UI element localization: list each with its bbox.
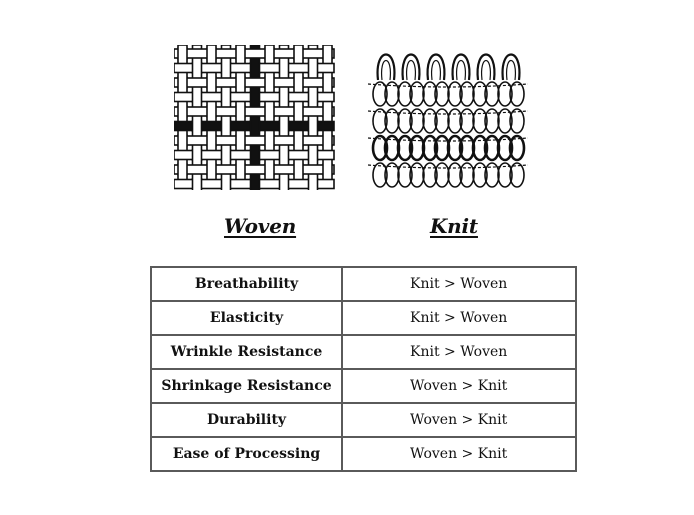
knit-loop: [432, 61, 441, 81]
property-cell: Wrinkle Resistance: [151, 335, 342, 369]
knit-loop: [428, 55, 445, 81]
warp-crossing: [323, 48, 332, 60]
result-cell: Knit > Woven: [342, 267, 576, 301]
knit-loop: [507, 61, 516, 81]
knit-fabric-diagram: [368, 40, 528, 194]
weft-thread: [174, 78, 334, 87]
warp-crossing: [251, 178, 260, 190]
result-cell: Knit > Woven: [342, 301, 576, 335]
warp-crossing: [207, 48, 216, 60]
knit-label: Knit: [430, 214, 478, 238]
result-cell: Woven > Knit: [342, 403, 576, 437]
warp-crossing: [323, 106, 332, 118]
warp-crossing: [193, 91, 202, 103]
knit-loop: [453, 55, 470, 81]
warp-crossing: [265, 135, 274, 147]
warp-crossing: [207, 77, 216, 89]
warp-crossing: [251, 149, 260, 161]
warp-crossing: [265, 48, 274, 60]
warp-crossing: [222, 62, 231, 74]
yarn-course: [368, 111, 528, 114]
table-row: [151, 335, 576, 369]
table-row: [151, 267, 576, 301]
property-cell: Durability: [151, 403, 342, 437]
warp-crossing: [309, 178, 318, 190]
warp-crossing: [222, 178, 231, 190]
warp-crossing: [236, 77, 245, 89]
table-row: [151, 437, 576, 471]
knit-loop: [478, 55, 495, 81]
warp-crossing: [193, 62, 202, 74]
knit-loop: [482, 61, 491, 81]
property-cell: Elasticity: [151, 301, 342, 335]
warp-crossing: [280, 178, 289, 190]
warp-crossing: [193, 149, 202, 161]
knit-loop: [378, 55, 395, 81]
warp-crossing: [323, 164, 332, 176]
knit-loop: [503, 55, 520, 81]
warp-crossing: [294, 48, 303, 60]
warp-crossing: [294, 135, 303, 147]
warp-crossing: [294, 77, 303, 89]
table-row: [151, 301, 576, 335]
weft-thread: [174, 136, 334, 145]
knit-loop: [403, 55, 420, 81]
result-cell: Woven > Knit: [342, 369, 576, 403]
warp-crossing: [178, 48, 187, 60]
warp-crossing: [309, 62, 318, 74]
weft-thread: [174, 49, 334, 58]
warp-crossing: [294, 164, 303, 176]
warp-crossing: [309, 120, 318, 132]
warp-crossing: [236, 135, 245, 147]
warp-crossing: [265, 77, 274, 89]
warp-crossing: [178, 106, 187, 118]
knit-loop: [457, 61, 466, 81]
warp-crossing: [236, 48, 245, 60]
woven-label: Woven: [224, 214, 297, 238]
warp-crossing: [280, 120, 289, 132]
warp-crossing: [178, 135, 187, 147]
warp-crossing: [222, 120, 231, 132]
warp-crossing: [193, 178, 202, 190]
warp-crossing: [236, 164, 245, 176]
weft-thread: [174, 165, 334, 174]
warp-crossing: [309, 91, 318, 103]
warp-crossing: [280, 62, 289, 74]
table-row: [151, 369, 576, 403]
yarn-course: [368, 84, 528, 87]
warp-crossing: [251, 62, 260, 74]
result-cell: Woven > Knit: [342, 437, 576, 471]
knit-loop: [407, 61, 416, 81]
warp-crossing: [193, 120, 202, 132]
warp-crossing: [251, 91, 260, 103]
warp-crossing: [265, 164, 274, 176]
warp-crossing: [178, 77, 187, 89]
knit-loop: [382, 61, 391, 81]
warp-crossing: [280, 149, 289, 161]
warp-crossing: [207, 106, 216, 118]
yarn-course: [368, 165, 528, 168]
warp-crossing: [323, 77, 332, 89]
woven-fabric-diagram: [174, 45, 338, 193]
warp-crossing: [222, 149, 231, 161]
comparison-table: [150, 266, 577, 472]
warp-crossing: [236, 106, 245, 118]
warp-crossing: [294, 106, 303, 118]
property-cell: Ease of Processing: [151, 437, 342, 471]
warp-crossing: [280, 91, 289, 103]
warp-crossing: [265, 106, 274, 118]
warp-crossing: [309, 149, 318, 161]
warp-crossing: [207, 164, 216, 176]
result-cell: Knit > Woven: [342, 335, 576, 369]
property-cell: Breathability: [151, 267, 342, 301]
weft-thread: [174, 107, 334, 116]
warp-crossing: [178, 164, 187, 176]
warp-crossing: [251, 120, 260, 132]
warp-crossing: [323, 135, 332, 147]
table-row: [151, 403, 576, 437]
warp-crossing: [207, 135, 216, 147]
property-cell: Shrinkage Resistance: [151, 369, 342, 403]
warp-crossing: [222, 91, 231, 103]
